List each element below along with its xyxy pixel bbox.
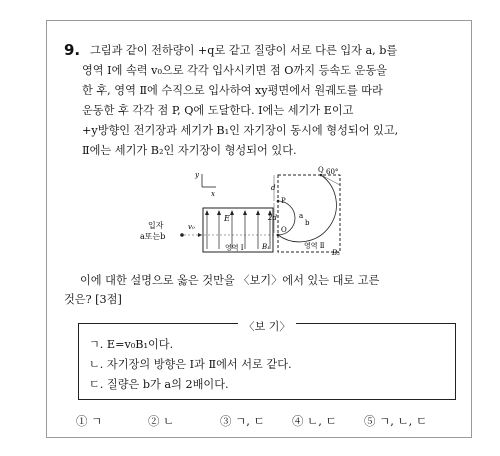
d-label: d: [271, 184, 276, 192]
field-arrow-2: [217, 210, 221, 215]
choice-2[interactable]: ② ㄴ: [148, 414, 175, 428]
b1-label: B₁: [262, 243, 270, 251]
angle-label: 60°: [326, 168, 339, 176]
stem-line-2: 영역 Ⅰ에 속력 v₀으로 각각 입사시키면 점 O까지 등속도 운동을: [82, 64, 387, 77]
region-2-label: 영역 Ⅱ: [304, 242, 325, 250]
point-p-label: P: [281, 197, 286, 205]
bogi-title: 〈보 기〉: [238, 320, 297, 333]
field-arrow-3: [230, 210, 234, 215]
point-q-label: Q: [318, 166, 324, 174]
velocity-arrow: [198, 233, 202, 237]
particle-dot: [180, 233, 184, 237]
question-number: 9.: [64, 41, 81, 59]
point-o-label: O: [281, 226, 287, 234]
choice-4[interactable]: ④ ㄴ, ㄷ: [292, 414, 337, 428]
prompt-line-1: 이에 대한 설명으로 옳은 것만을 〈보기〉에서 있는 대로 고른: [80, 274, 380, 287]
field-arrow-5: [256, 210, 260, 215]
stem-line-3: 한 후, 영역 Ⅱ에 수직으로 입사하여 xy평면에서 원궤도를 따라: [82, 84, 383, 97]
stem-line-5: +y방향인 전기장과 세기가 B₁인 자기장이 동시에 형성되어 있고,: [82, 124, 399, 137]
axis-x-label: x: [211, 190, 215, 198]
choice-1[interactable]: ① ㄱ: [76, 414, 103, 428]
field-arrow-1: [205, 210, 209, 215]
bogi-item-1: ㄱ. E=v₀B₁이다.: [89, 338, 174, 351]
bogi-title-wrap: [79, 315, 455, 334]
field-arrow-4: [243, 210, 247, 215]
velocity-label: v₀: [188, 223, 195, 231]
bogi-item-2: ㄴ. 자기장의 방향은 Ⅰ과 Ⅱ에서 서로 같다.: [89, 358, 292, 371]
bogi-item-3: ㄷ. 질량은 b가 a의 2배이다.: [89, 378, 229, 391]
region-1-label: 영역 Ⅰ: [225, 244, 244, 252]
bogi-box: [78, 320, 456, 400]
particle-label-1: 입자: [148, 221, 164, 230]
angle-ref-line: [321, 175, 340, 185]
traj-b-label: b: [305, 219, 310, 227]
field-e-label: E: [224, 214, 230, 223]
two-d-label: 2d: [268, 214, 277, 222]
traj-a-label: a: [299, 212, 304, 220]
stem-line-1: 그림과 같이 전하량이 +q로 같고 질량이 서로 다른 입자 a, b를: [90, 44, 398, 57]
choice-5[interactable]: ⑤ ㄱ, ㄴ, ㄷ: [364, 414, 428, 428]
physics-figure: [140, 163, 370, 263]
prompt-line-2: 것은? [3점]: [64, 293, 122, 306]
stem-line-6: Ⅱ에는 세기가 B₂인 자기장이 형성되어 있다.: [82, 144, 297, 157]
b2-label: B₂: [332, 249, 340, 257]
stem-line-4: 운동한 후 각각 점 P, Q에 도달한다. Ⅰ에는 세기가 E이고: [82, 104, 354, 117]
choice-3[interactable]: ③ ㄱ, ㄷ: [220, 414, 265, 428]
trajectory-b: [278, 175, 336, 242]
axis-y-label: y: [195, 171, 199, 179]
particle-label-2: a또는b: [140, 232, 166, 241]
